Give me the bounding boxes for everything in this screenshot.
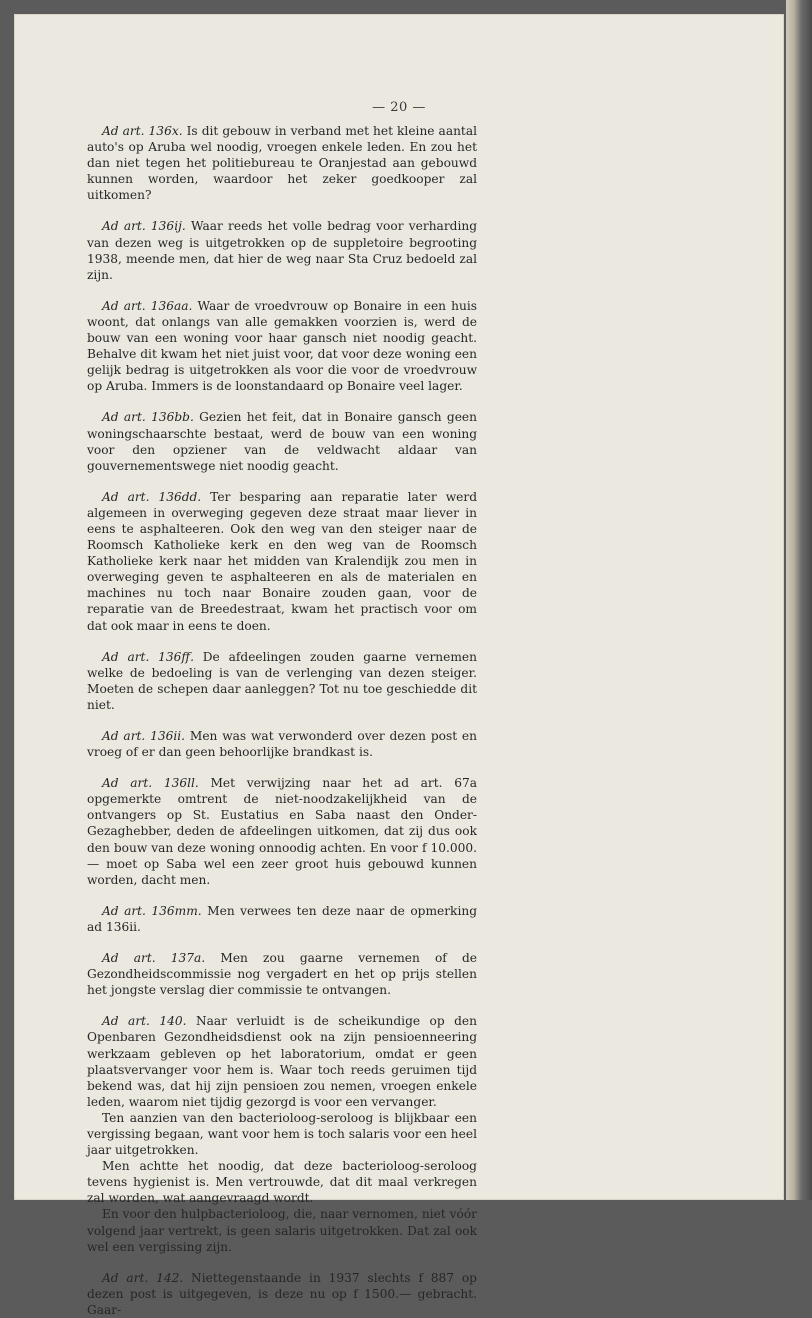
- article-ref: Ad art. 142.: [102, 1270, 184, 1285]
- paragraph-text: Waar de vroedvrouw op Bonaire in een huis woont, dat onlangs van alle gemakken voorzien is, werd de bouw van een woning voor haar gansch niet noodig geacht. Behalve dit kwam het niet juist voor, dat voor deze woning een gelijk bedrag is uitgetrokken als voor die voor de vroedvrouw op Aruba. Immers is de loonstandaard op Bonaire veel lager.: [87, 298, 477, 394]
- paragraph-text: Men zou gaarne vernemen of de Gezondheidscommissie nog vergadert en het op prijs stellen het jongste verslag dier commissie te ontvangen.: [87, 951, 477, 998]
- article-ref: Ad art. 137a.: [102, 951, 206, 966]
- paragraph: [87, 728, 477, 760]
- paragraph: [87, 775, 477, 888]
- paragraph: [87, 1013, 477, 1110]
- paragraph-text: Niettegenstaande in 1937 slechts f 887 op dezen post is uitgegeven, is deze nu op f 1500.— gebracht. Gaar-: [87, 1270, 477, 1317]
- paragraph: [87, 489, 477, 634]
- paragraph: [87, 123, 477, 203]
- paragraph: [87, 649, 477, 713]
- article-ref: Ad art. 136x.: [102, 124, 183, 138]
- paragraph-text: Men verwees ten deze naar de opmerking ad 136ii.: [87, 903, 477, 934]
- paragraph-text: De afdeelingen zouden gaarne vernemen welke de bedoeling is van de verlenging van dezen steiger. Moeten de schepen daar aanleggen? Tot nu toe geschiedde dit niet.: [87, 649, 477, 712]
- article-ref: Ad art. 136aa.: [102, 298, 193, 313]
- article-ref: Ad art. 140.: [102, 1014, 187, 1029]
- paragraph-text: En voor den hulpbacterioloog, die, naar vernomen, niet vóór volgend jaar vertrekt, is geen salaris uitgetrokken. Dat zal ook wel een vergissing zijn.: [87, 1207, 477, 1254]
- article-ref: Ad art. 136mm.: [102, 903, 202, 918]
- paragraph: [87, 1270, 477, 1318]
- paragraph: [87, 409, 477, 473]
- article-ref: Ad art. 136ll.: [102, 776, 199, 791]
- paragraph: [87, 950, 477, 998]
- article-ref: Ad art. 136ff.: [102, 649, 194, 664]
- paragraph-text: Men achtte het noodig, dat deze bacterioloog-seroloog tevens hygienist is. Men vertrouwde, dat dit maal verkregen zal worden, wat aangevraagd wordt.: [87, 1159, 477, 1206]
- article-ref: Ad art. 136bb.: [102, 410, 194, 425]
- paragraph: [87, 218, 477, 282]
- scan-edge: [786, 0, 812, 1200]
- page-number: — 20 —: [372, 100, 426, 115]
- paragraph: [87, 903, 477, 935]
- paragraph-text: Naar verluidt is de scheikundige op den Openbaren Gezondheidsdienst ook na zijn pensioenneering werkzaam gebleven op het laboratorium, omdat er geen plaatsvervanger voor hem is. Waar toch reeds geruimen tijd bekend was, dat hij zijn pensioen zou nemen, vroegen enkele leden, waarom niet tijdig gezorgd is voor een vervanger.: [87, 1014, 477, 1109]
- paragraph-text: Is dit gebouw in verband met het kleine aantal auto's op Aruba wel noodig, vroegen enkele leden. En zou het dan niet tegen het politiebureau te Oranjestad aan gebouwd kunnen worden, waardoor het zeker goedkooper zal uitkomen?: [87, 124, 477, 203]
- paragraph-text: Met verwijzing naar het ad art. 67a opgemerkte omtrent de niet-noodzakelijkheid van de ontvangers op St. Eustatius en Saba naast den Onder-Gezaghebber, deden de afdeelingen uitkomen, dat zij dus ook den bouw van deze woning onnoodig achten. En voor f 10.000.— moet op Saba wel een zeer groot huis gebouwd kunnen worden, dacht men.: [87, 776, 477, 887]
- article-ref: Ad art. 136ij.: [102, 219, 186, 234]
- article-ref: Ad art. 136dd.: [102, 489, 202, 504]
- paragraph-text: Waar reeds het volle bedrag voor verharding van dezen weg is uitgetrokken op de suppletoire begrooting 1938, meende men, dat hier de weg naar Sta Cruz bedoeld zal zijn.: [87, 219, 477, 282]
- paragraph-text: Gezien het feit, dat in Bonaire gansch geen woningschaarschte bestaat, werd de bouw van een woning voor den opziener van de veldwacht aldaar van gouvernementswege niet noodig geacht.: [87, 410, 477, 473]
- paragraph: [87, 1206, 477, 1254]
- body-text: [87, 123, 477, 1318]
- paragraph-text: Ter besparing aan reparatie later werd algemeen in overweging gegeven deze straat maar liever in eens te asphalteeren. Ook den weg van den steiger naar de Roomsch Katholieke kerk en den weg van de Roomsch Katholieke kerk naar het midden van Kralendijk zou men in overweging geven te asphalteeren en als de materialen en machines nu toch naar Bonaire zouden gaan, voor de reparatie van de Breedestraat, kwam het practisch voor om dat ook maar in eens te doen.: [87, 489, 477, 633]
- paragraph-text: Ten aanzien van den bacterioloog-seroloog is blijkbaar een vergissing begaan, want voor hem is toch salaris voor een heel jaar uitgetrokken.: [87, 1110, 477, 1158]
- paragraph: [87, 1110, 477, 1158]
- article-ref: Ad art. 136ii.: [102, 729, 186, 743]
- paragraph-text: Men was wat verwonderd over dezen post en vroeg of er dan geen behoorlijke brandkast is.: [87, 729, 477, 760]
- paragraph: [87, 1158, 477, 1206]
- document-page: [14, 14, 784, 1317]
- paragraph: [87, 298, 477, 395]
